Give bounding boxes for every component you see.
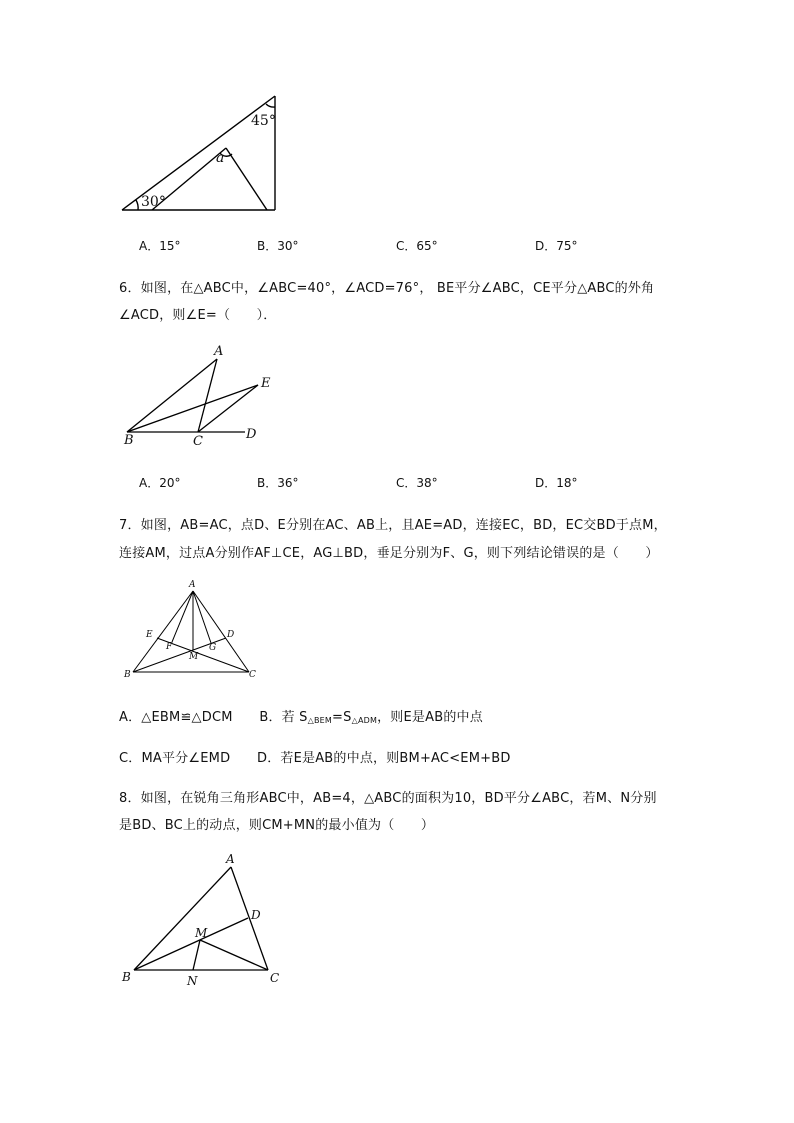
q7-option-b: B．若 $S_{\triangle BEM}=S_{\triangle ADM}$，则E是AB的中点 <box>259 710 483 725</box>
q7-question-line-2: 连接AM，过点A分别作AF⊥CE，AG⊥BD，垂足分别为F、G，则下列结论错误的是（ ） <box>119 546 659 561</box>
q6-option-c: C．38° <box>396 476 438 490</box>
fig5-alpha-label: a <box>216 150 225 166</box>
q6-label-A: A <box>214 344 224 359</box>
fig5-angle-30-label: 30° <box>141 194 166 210</box>
q7-label-G: G <box>209 643 217 653</box>
q6-label-C: C <box>193 434 203 449</box>
q8-label-D: D <box>251 908 261 922</box>
q6-label-B: B <box>124 433 134 448</box>
q7-label-E: E <box>146 630 153 640</box>
q8-label-N: N <box>187 974 198 988</box>
q8-label-B: B <box>122 970 131 984</box>
q5-option-a: A．15° <box>139 239 181 253</box>
q8-label-A: A <box>226 852 235 866</box>
q6-option-b: B．36° <box>257 476 299 490</box>
q5-option-b: B．30° <box>257 239 299 253</box>
q7-label-M: M <box>189 652 199 662</box>
q7-label-C: C <box>249 670 256 680</box>
q6-option-a: A．20° <box>139 476 181 490</box>
q7-question-line-1: 7．如图，AB=AC，点D、E分别在AC、AB上，且AE=AD，连接EC，BD，EC交BD于点M， <box>119 518 667 533</box>
fig5-angle-45-label: 45° <box>251 113 276 129</box>
q6-label-D: D <box>246 427 257 442</box>
q7-label-A: A <box>189 580 196 590</box>
q8-question-line-1: 8．如图，在锐角三角形ABC中，AB=4，△ABC的面积为10，BD平分∠ABC，若M、N分别 <box>119 791 657 806</box>
q6-question-line-2: ∠ACD，则∠E=（ ）． <box>119 308 277 323</box>
q5-option-c: C．65° <box>396 239 438 253</box>
q7-option-d: D．若E是AB的中点，则BM+AC<EM+BD <box>256 751 511 766</box>
q5-option-d: D．75° <box>535 239 578 253</box>
q7-label-B: B <box>124 670 131 680</box>
q7-option-a: A．△EBM≌△DCM <box>119 710 233 725</box>
q6-label-E: E <box>261 376 271 391</box>
q8-question-line-2: 是BD、BC上的动点，则CM+MN的最小值为（ ） <box>119 818 435 833</box>
q8-label-M: M <box>195 926 208 940</box>
q7-option-c: C．MA平分∠EMD <box>119 751 231 766</box>
q6-question-line-1: 6．如图，在△ABC中，∠ABC=40°，∠ACD=76°， BE平分∠ABC，CE平分△ABC的外角 <box>119 281 655 296</box>
q8-label-C: C <box>270 971 280 985</box>
q6-option-d: D．18° <box>535 476 578 490</box>
q7-label-F: F <box>166 642 173 652</box>
q7-label-D: D <box>227 630 235 640</box>
